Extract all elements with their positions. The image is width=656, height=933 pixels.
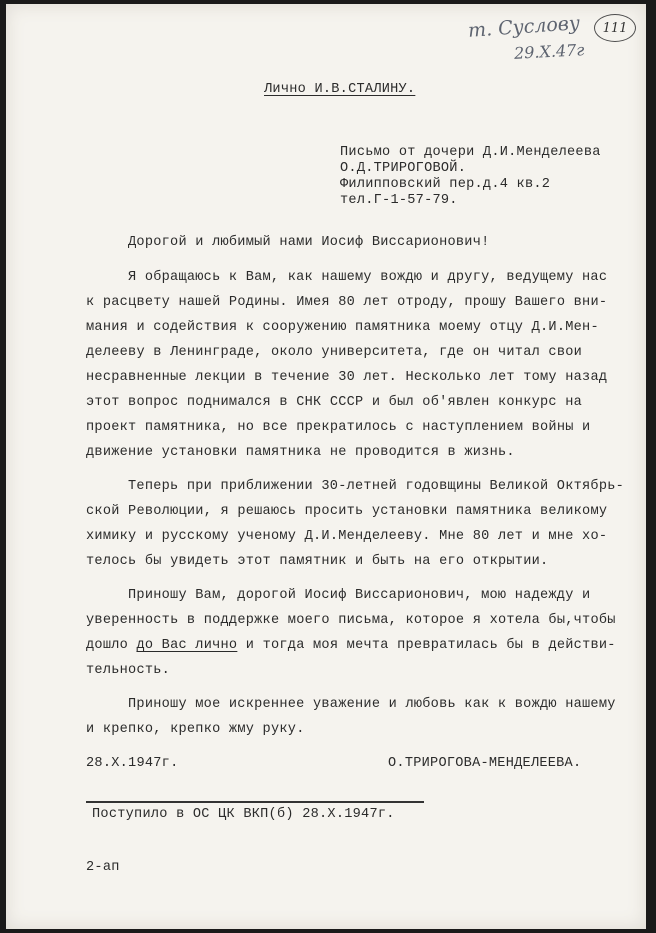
body-line: Приношу мое искреннее уважение и любовь как к вождю нашему [128, 697, 616, 712]
sender-line: Филипповский пер.д.4 кв.2 [340, 177, 551, 192]
body-line: ской Революции, я решаюсь просить установки памятника великому [86, 504, 608, 519]
body-line: уверенность в поддержке моего письма, которое я хотела бы,чтобы [86, 613, 616, 628]
sender-line: Письмо от дочери Д.И.Менделеева [340, 145, 601, 160]
page-number-text: 111 [602, 20, 628, 36]
body-line: Я обращаюсь к Вам, как нашему вождю и другу, ведущему нас [128, 270, 608, 285]
body-line: химику и русскому ученому Д.И.Менделееву. Мне 80 лет и мне хо- [86, 529, 608, 544]
body-line: к расцвету нашей Родины. Имея 80 лет отроду, прошу Вашего вни- [86, 295, 608, 310]
body-line: делееву в Ленинграде, около университета, где он читал свои [86, 345, 583, 360]
body-line: этот вопрос поднимался в СНК СССР и был об'явлен конкурс на [86, 395, 583, 410]
body-line: мания и содействия к сооружению памятника моему отцу Д.И.Мен- [86, 320, 599, 335]
body-text: дошло [86, 638, 137, 653]
signature: О.ТРИРОГОВА-МЕНДЕЛЕЕВА. [388, 756, 582, 771]
letter-heading: Лично И.В.СТАЛИНУ. [264, 82, 416, 97]
body-line: тельность. [86, 663, 171, 678]
body-line: телось бы увидеть этот памятник и быть на его открытии. [86, 554, 549, 569]
salutation: Дорогой и любимый нами Иосиф Виссарионович! [128, 235, 490, 250]
received-note: Поступило в ОС ЦК ВКП(б) 28.X.1947г. [92, 807, 395, 822]
separator-rule [86, 801, 424, 803]
body-text: и тогда моя мечта превратилась бы в действи- [237, 638, 616, 653]
letter-page [6, 4, 646, 929]
body-line: несравненные лекции в течение 30 лет. Несколько лет тому назад [86, 370, 608, 385]
sender-line: тел.Г-1-57-79. [340, 193, 458, 208]
body-line: и крепко, крепко жму руку. [86, 722, 305, 737]
body-line: проект памятника, но все прекратилось с наступлением войны и [86, 420, 591, 435]
body-line [86, 638, 616, 653]
handwritten-addressee: т. Суслову [467, 12, 581, 42]
handwritten-date: 29.X.47г [513, 40, 585, 63]
letter-date: 28.X.1947г. [86, 756, 179, 771]
underlined-phrase: до Вас лично [136, 638, 238, 653]
file-code: 2-ап [86, 860, 120, 875]
sender-line: О.Д.ТРИРОГОВОЙ. [340, 161, 467, 176]
body-line: Приношу Вам, дорогой Иосиф Виссарионович, мою надежду и [128, 588, 591, 603]
body-line: движение установки памятника не проводится в жизнь. [86, 445, 515, 460]
page-number-stamp [594, 14, 636, 42]
body-line: Теперь при приближении 30-летней годовщины Великой Октябрь- [128, 479, 625, 494]
